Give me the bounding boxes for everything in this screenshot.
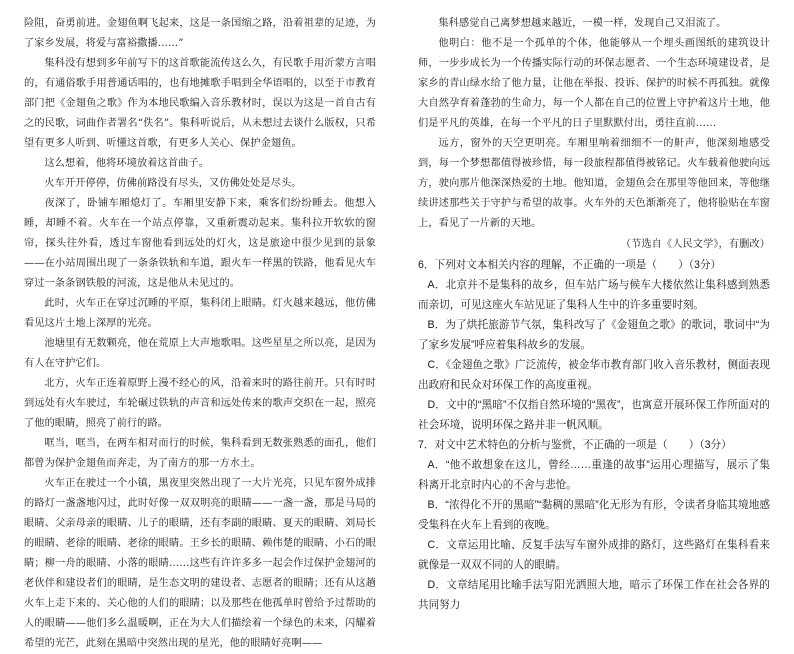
question-6-option-d: D．文中的“黑暗”不仅指自然环境的“黑夜”，也寓意开展环保工作所面对的社会环境，说明环保之路并非一帆风顺。 [418,399,770,431]
question-7-option-a: A．“他不敢想象在这儿，曾经……重逢的故事”运用心理描写，展示了集科离开北京时内心的不舍与悲怆。 [418,459,770,491]
question-7-option-c: C．文章运用比喻、反复手法写车窗外成排的路灯，这些路灯在集科看来就像是一双双不同的人的眼睛。 [418,539,770,571]
paragraph: 这么想着，他将环境放着这首曲子。 [44,158,209,169]
paragraph: 险阻，奋勇前进。金翅鱼啊飞起来，这是一条国缩之路，沿着祖辈的足迹，为了家乡发展，将爱与富裕撒播……” [24,18,376,49]
paragraph: 集科感觉自己离梦想越来越近，一模一样，发现自己又泪流了。 [438,18,727,29]
paragraph: 北方，火车正连着原野上漫不经心的风，沿着来时的路往前开。只有时时到远处有火车驶过，车轮碾过铁轨的声音和远处传来的歌声交织在一起，照亮了他的眼睛，照亮了前行的路。 [24,378,376,429]
question-6-option-a: A．北京并不是集科的故乡，但车站广场与候车大楼依然让集科感到熟悉而亲切，可见这座火车站见证了集科人生中的许多重要时刻。 [418,279,770,311]
paragraph: 哐当，哐当，在两车相对而行的时候，集科看到无数张熟悉的面孔，他们都曾为保护金翅鱼而奔走，为了南方的那一方水土。 [24,438,376,469]
paragraph: 夜深了，卧铺车厢熄灯了。车厢里安静下来，乘客们纷纷睡去。他想入睡，却睡不着。火车在一个站点停靠，又重新震动起来。集科拉开软软的窗帘，探头往外看，透过车窗他看到远处的灯火，这是旅途中很少见到的景象——在小站周围出现了一条条铁轨和车道，跟火车一样黑的铁路，他看见火车穿过一条条钢铁般的河流，这是他从未见过的。 [24,198,376,289]
question-7-stem: 7．对文中艺术特色的分析与鉴赏，不正确的一项是（ ）（3分） [418,439,732,451]
paragraph: 火车正在驶过一个小镇，黑夜里突然出现了一大片光亮，只见车窗外成排的路灯一盏盏地闪过，此时好像一双双明亮的眼睛——一盏一盏，那是马局的眼睛、父亲母亲的眼睛、儿子的眼睛，还有李副的眼睛、夏天的眼睛、刘局长的眼睛、老徐的眼睛、老徐的眼睛。王乡长的眼睛、赖伟楚的眼睛、小石的眼睛；柳一舟的眼睛、小落的眼睛……这些有许许多多一起会作过保护金翅河的老伙伴和建设者们的眼睛，是生态文明的建设者、志愿者的眼睛；还有从这趟火车上走下来的、关心他的人们的眼睛；以及那些在他孤单时曾给予过帮助的人的眼睛——他们多么温暖啊，正在为大人们描绘着一个绿色的未来，闪耀着希望的光芒，此刻在黑暗中突然出现的星光，他的眼睛好亮啊—— [24,478,376,649]
question-7-option-b: B．“浓得化不开的黑暗”“黏稠的黑暗”化无形为有形，令读者身临其境地感受集科在火车上看到的夜晚。 [418,499,770,531]
paragraph: 远方，窗外的天空更明亮。车厢里响着细细不一的鼾声，他深刻地感受到，每一个梦想都值得被珍惜，每一段旅程都值得被铭记。火车载着他驶向远方，驶向那片他深深热爱的土地。他知道，金翅鱼会在那里等他回来，等他继续讲述那些关于守护与希望的故事。火车外的天色渐渐亮了，他将脸贴在车窗上，看见了一片新的天地。 [418,138,770,229]
source-citation: （节选自《人民文学》，有删改） [620,239,770,250]
paragraph: 集科没有想到多年前写下的这首歌能流传这么久，有民歌手用沂蒙方言唱的，有通俗歌手用普通话唱的，也有地摊歌手唱到全华语唱的，以至于市教育部门把《金翅鱼之歌》作为本地民歌编入音乐教材时，误以为这是一首自古有之的民歌，词曲作者署名“佚名”。集科听说后，从未想过去谈什么版权，只希望有更多人听到、听懂这首歌，有更多人关心、保护金翅鱼。 [24,58,376,149]
paragraph: 此时，火车正在穿过沉睡的平原，集科闭上眼睛。灯火越来越远，他仿佛看见这片土地上深厚的光亮。 [24,298,376,329]
left-column [24,14,376,654]
paragraph: 火车开开停停，仿佛前路没有尽头，又仿佛处处是尽头。 [44,178,302,189]
paragraph: 池塘里有无数颗亮，他在荒原上大声地歌唱。这些星星之所以亮，是因为有人在守护它们。 [24,338,376,369]
right-column [418,14,770,615]
question-6-stem: 6．下列对文本相关内容的理解，不正确的一项是（ ）（3分） [418,259,722,271]
question-7-option-d: D．文章结尾用比喻手法写阳光洒照大地，暗示了环保工作在社会各界的共同努力 [418,579,770,611]
question-6-option-c: C．《金翅鱼之歌》广泛流传，被金华市教育部门收入音乐教材，侧面表现出政府和民众对环保工作的高度重视。 [418,359,770,391]
paragraph: 他明白：他不是一个孤单的个体，他能够从一个埋头画图纸的建筑设计师，一步步成长为一个传播实际行动的环保志愿者、一个生态环境建设者，是家乡的青山绿水给了他力量，让他在举报、投诉、保护的时候不再孤独。就像大自然孕育着蓬勃的生命力，每一个人都在自己的位置上守护着这片土地，他们是平凡的英雄，在每一个平凡的日子里默默付出，勇往直前…… [418,38,770,129]
question-6-option-b: B．为了烘托旅游节气氛，集科改写了《金翅鱼之歌》的歌词，歌词中“为了家乡发展”呼应着集科故乡的发展。 [418,319,770,351]
